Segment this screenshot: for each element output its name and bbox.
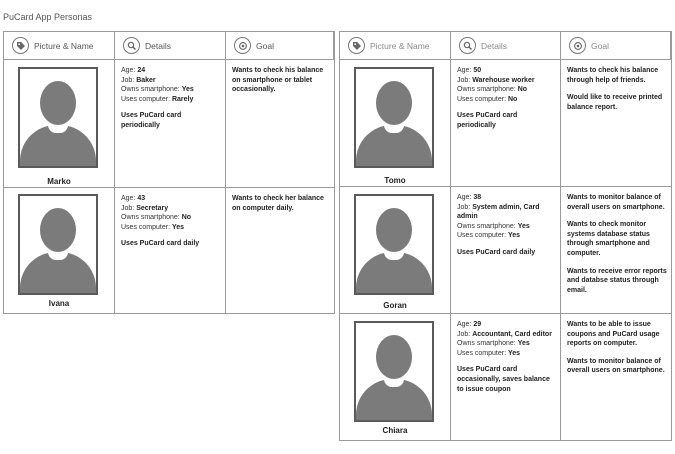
persona-goal-cell xyxy=(226,60,334,188)
goal-text: Wants to be able to issue coupons and PuCard usage reports on computer. xyxy=(567,321,660,348)
persona-table-right xyxy=(339,31,672,441)
goal-text: Wants to check his balance through help of friends. xyxy=(567,67,659,84)
persona-details-cell: Age: 29 Job: Accountant, Card editor Owns smartphone: Yes Uses computer: Yes Uses PuCard card occasionally, saves balance to issue coupon xyxy=(451,314,561,440)
age-value: 50 xyxy=(473,67,482,74)
usage-text: Uses PuCard card daily xyxy=(457,248,536,256)
persona-goal-cell xyxy=(561,314,671,440)
persona-picture-cell xyxy=(340,314,451,440)
job-value: System admin, Card admin xyxy=(457,203,540,221)
goal-text: Wants to check her balance on computer daily. xyxy=(232,195,324,212)
persona-details-cell: Age: 43 Job: Secretary Owns smartphone: No Uses computer: Yes Uses PuCard card daily xyxy=(115,188,226,313)
goal-text: Wants to check his balance on smartphone or tablet occasionally. xyxy=(232,67,324,94)
search-icon xyxy=(123,37,140,54)
avatar xyxy=(18,194,98,295)
header-picture-label: Picture & Name xyxy=(34,40,94,51)
avatar xyxy=(18,67,98,168)
goal-text: Wants to receive error reports and databse status through email. xyxy=(567,267,667,294)
usage-text: Uses PuCard card occasionally, saves balance to issue coupon xyxy=(457,366,550,393)
computer-value: Yes xyxy=(171,223,185,231)
goal-text: Wants to monitor balance of overall users on smartphone. xyxy=(567,194,665,211)
smartphone-value: Yes xyxy=(517,340,530,348)
avatar xyxy=(354,67,434,168)
header-details xyxy=(451,32,561,60)
persona-details-cell: Age: 24 Job: Baker Owns smartphone: Yes Uses computer: Rarely Uses PuCard card periodically xyxy=(115,60,226,188)
usage-text: Uses PuCard card daily xyxy=(121,240,200,248)
age-value: 43 xyxy=(137,195,146,202)
page-title: PuCard App Personas xyxy=(3,12,93,22)
smartphone-value: No xyxy=(517,86,528,94)
usage-text: Uses PuCard card periodically xyxy=(457,112,518,129)
job-value: Accountant, Card editor xyxy=(472,330,552,338)
persona-name: Chiara xyxy=(382,426,408,435)
persona-name: Ivana xyxy=(48,299,70,308)
persona-table-left xyxy=(3,31,335,314)
computer-value: Yes xyxy=(507,349,521,357)
job-value: Baker xyxy=(136,76,156,84)
smartphone-value: No xyxy=(181,214,192,222)
computer-value: Yes xyxy=(507,232,521,240)
persona-name: Goran xyxy=(383,301,407,310)
header-goal xyxy=(226,32,334,60)
persona-name: Marko xyxy=(47,177,71,186)
age-value: 24 xyxy=(137,67,146,74)
target-icon xyxy=(234,37,251,54)
target-icon xyxy=(569,37,586,54)
computer-value: No xyxy=(507,95,518,103)
goal-text: Wants to monitor balance of overall users on smartphone. xyxy=(567,357,665,375)
goal-text: Would like to receive printed balance report. xyxy=(567,94,663,111)
avatar xyxy=(354,194,434,295)
header-details xyxy=(115,32,226,60)
persona-picture-cell xyxy=(4,60,115,188)
persona-picture-cell xyxy=(4,188,115,313)
persona-goal-cell xyxy=(561,187,671,314)
header-picture-name xyxy=(340,32,451,60)
goal-text: Wants to check monitor systems database status through smartphone and computer. xyxy=(567,221,650,257)
header-details-label: Details xyxy=(145,40,171,51)
smartphone-value: Yes xyxy=(181,86,194,94)
avatar xyxy=(354,321,434,422)
persona-name: Tomo xyxy=(384,176,406,185)
age-value: 38 xyxy=(473,194,482,201)
job-value: Warehouse worker xyxy=(472,76,535,84)
smartphone-value: Yes xyxy=(517,222,530,230)
persona-details-cell: Age: 38 Job: System admin, Card admin Owns smartphone: Yes Uses computer: Yes Uses PuCard card daily xyxy=(451,187,561,314)
persona-picture-cell xyxy=(340,60,451,187)
persona-goal-cell xyxy=(226,188,334,313)
search-icon xyxy=(459,37,476,54)
tag-icon xyxy=(348,37,365,54)
header-picture-name xyxy=(4,32,115,60)
computer-value: Rarely xyxy=(171,95,194,103)
job-value: Secretary xyxy=(136,204,169,212)
header-details-label: Details xyxy=(481,40,507,51)
persona-goal-cell xyxy=(561,60,671,187)
header-goal-label: Goal xyxy=(591,40,609,51)
usage-text: Uses PuCard card periodically xyxy=(121,112,182,129)
age-value: 29 xyxy=(473,321,482,328)
header-goal-label: Goal xyxy=(256,40,274,51)
header-goal xyxy=(561,32,671,60)
persona-picture-cell xyxy=(340,187,451,314)
header-picture-label: Picture & Name xyxy=(370,40,430,51)
persona-details-cell: Age: 50 Job: Warehouse worker Owns smartphone: No Uses computer: No Uses PuCard card periodically xyxy=(451,60,561,187)
tag-icon xyxy=(12,37,29,54)
